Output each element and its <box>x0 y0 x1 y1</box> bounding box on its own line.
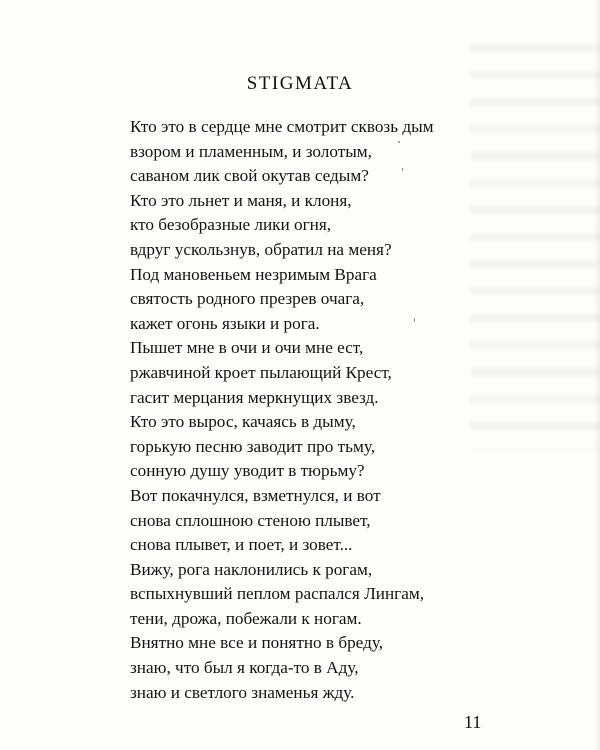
poem-line: кто безобразные лики огня, <box>130 215 332 235</box>
poem-line: Кто это в сердце мне смотрит сквозь дым <box>130 117 434 136</box>
poem-line: гасит мерцания меркнущих звезд. <box>130 387 379 407</box>
poem-line: Внятно мне все и понятно в бреду, <box>130 633 384 653</box>
poem-line: вдруг ускользнув, обратил на меня? <box>130 239 392 259</box>
poem-line: вспыхнувший пеплом распался Лингам, <box>130 584 425 604</box>
poem-line: Кто это вырос, качаясь в дыму, <box>130 412 356 432</box>
ink-speck <box>402 168 403 171</box>
poem-line: Вижу, рога наклонились к рогам, <box>130 559 373 579</box>
page-edge-shadow <box>594 0 600 750</box>
poem-line: Под мановеньем незримым Врага <box>130 264 377 284</box>
poem-line: взором и пламенным, и золотым, <box>130 141 372 161</box>
poem-line: снова плывет, и поет, и зовет... <box>130 535 353 555</box>
poem-line: снова сплошною стеною плывет, <box>130 510 371 530</box>
poem-line: Вот покачнулся, взметнулся, и вот <box>130 485 381 505</box>
poem-line: саваном лик свой окутав седым? <box>130 166 369 186</box>
ink-speck <box>414 318 415 322</box>
poem-line: Пышет мне в очи и очи мне ест, <box>130 338 364 358</box>
poem-line: святость родного презрев очага, <box>130 289 365 309</box>
poem-line: знаю, что был я когда-то в Аду, <box>130 658 359 678</box>
poem-line: кажет огонь языки и рога. <box>130 313 320 333</box>
poem-body <box>130 115 434 705</box>
poem-line: тени, дрожа, побежали к ногам. <box>130 608 362 628</box>
page-number: 11 <box>464 712 482 732</box>
poem-line: Кто это льнет и маня, и клоня, <box>130 190 352 210</box>
poem-title: STIGMATA <box>246 73 354 94</box>
poem-line: сонную душу уводит в тюрьму? <box>130 461 365 481</box>
poem-line: горькую песню заводит про тьму, <box>130 436 376 456</box>
poem-line: знаю и светлого знаменья жду. <box>130 682 355 702</box>
ink-speck <box>398 141 400 143</box>
poem-line: ржавчиной кроет пылающий Крест, <box>130 362 392 382</box>
